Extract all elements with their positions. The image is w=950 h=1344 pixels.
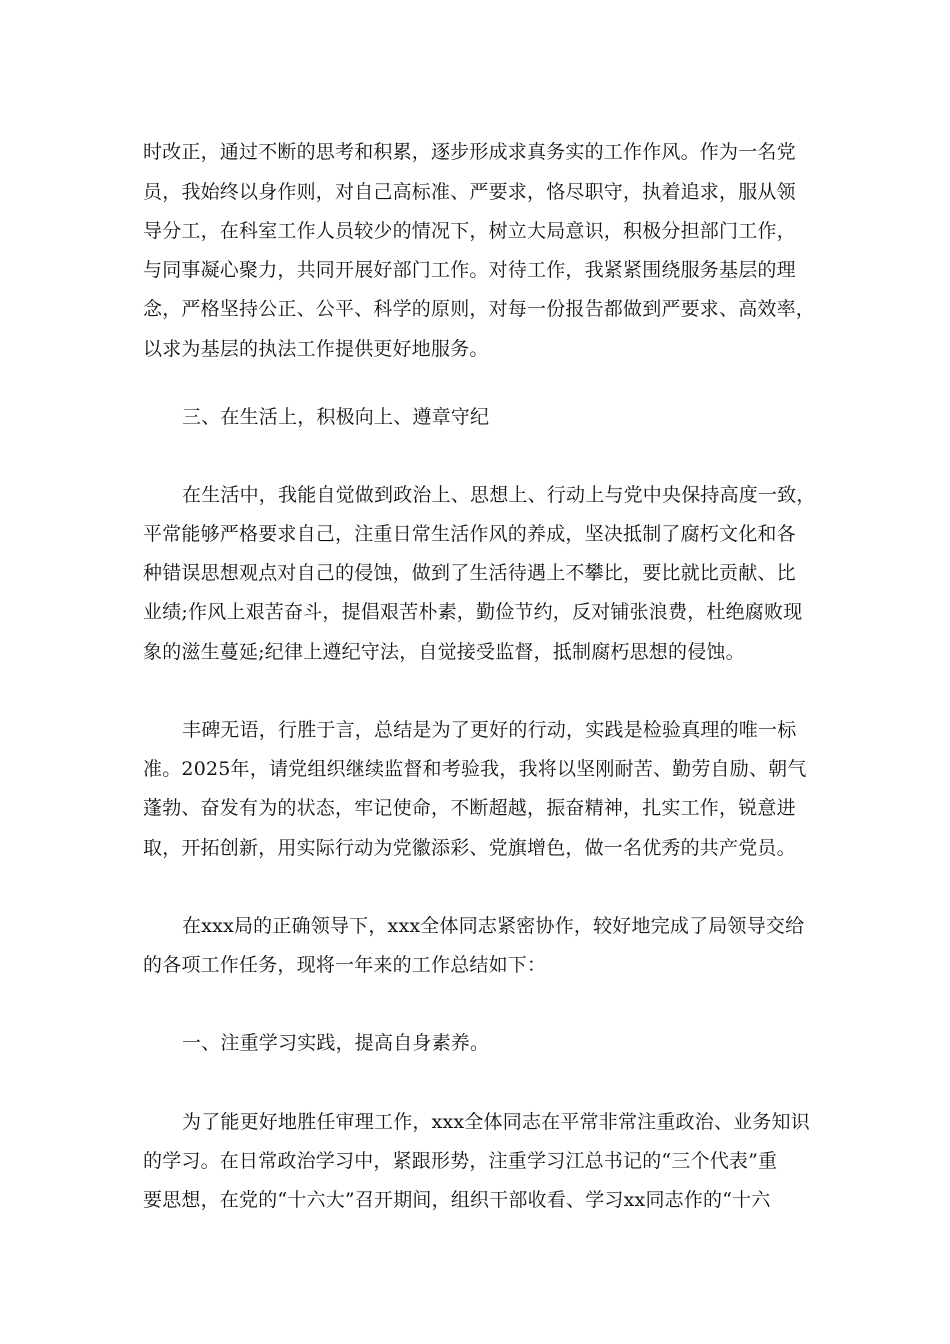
text-line-10: 种错误思想观点对自己的侵蚀，做到了生活待遇上不攀比，要比就比贡献、比 [143, 562, 796, 584]
text-line-12: 象的滋生蔓延;纪律上遵纪守法，自觉接受监督，抵制腐朽思想的侵蚀。 [143, 641, 745, 663]
section-heading-3: 三、在生活上，积极向上、遵章守纪 [182, 406, 490, 428]
text-line-20: 为了能更好地胜任审理工作，xxx全体同志在平常非常注重政治、业务知识 [182, 1111, 810, 1133]
text-line-17: 在xxx局的正确领导下，xxx全体同志紧密协作，较好地完成了局领导交给 [182, 915, 805, 937]
text-line-11: 业绩;作风上艰苦奋斗，提倡艰苦朴素，勤俭节约，反对铺张浪费，杜绝腐败现 [143, 601, 803, 623]
text-line-6: 以求为基层的执法工作提供更好地服务。 [143, 338, 489, 360]
text-line-16: 取，开拓创新，用实际行动为党徽添彩、党旗增色，做一名优秀的共产党员。 [143, 837, 796, 859]
text-line-1: 时改正，通过不断的思考和积累，逐步形成求真务实的工作作风。作为一名党 [143, 141, 796, 163]
text-line-2: 员，我始终以身作则，对自己高标准、严要求，恪尽职守，执着追求，服从领 [143, 181, 796, 203]
text-line-8: 在生活中，我能自觉做到政治上、思想上、行动上与党中央保持高度一致， [182, 484, 816, 506]
text-line-13: 丰碑无语，行胜于言，总结是为了更好的行动，实践是检验真理的唯一标 [182, 719, 797, 741]
text-line-5: 念，严格坚持公正、公平、科学的原则，对每一份报告都做到严要求、高效率， [143, 298, 816, 320]
section-heading-1: 一、注重学习实践，提高自身素养。 [182, 1032, 490, 1054]
text-line-9: 平常能够严格要求自己，注重日常生活作风的养成，坚决抵制了腐朽文化和各 [143, 523, 796, 545]
text-line-22: 要思想，在党的“十六大”召开期间，组织干部收看、学习xx同志作的“十六 [143, 1189, 771, 1211]
text-line-3: 导分工，在科室工作人员较少的情况下，树立大局意识，积极分担部门工作， [143, 220, 796, 242]
text-line-21: 的学习。在日常政治学习中，紧跟形势，注重学习江总书记的“三个代表”重 [143, 1150, 778, 1172]
text-line-15: 蓬勃、奋发有为的状态，牢记使命，不断超越，振奋精神，扎实工作，锐意进 [143, 797, 796, 819]
text-line-18: 的各项工作任务，现将一年来的工作总结如下： [143, 954, 547, 976]
text-line-14: 准。2025年，请党组织继续监督和考验我，我将以坚刚耐苦、勤劳自励、朝气 [143, 758, 807, 780]
text-line-4: 与同事凝心聚力，共同开展好部门工作。对待工作，我紧紧围绕服务基层的理 [143, 259, 796, 281]
